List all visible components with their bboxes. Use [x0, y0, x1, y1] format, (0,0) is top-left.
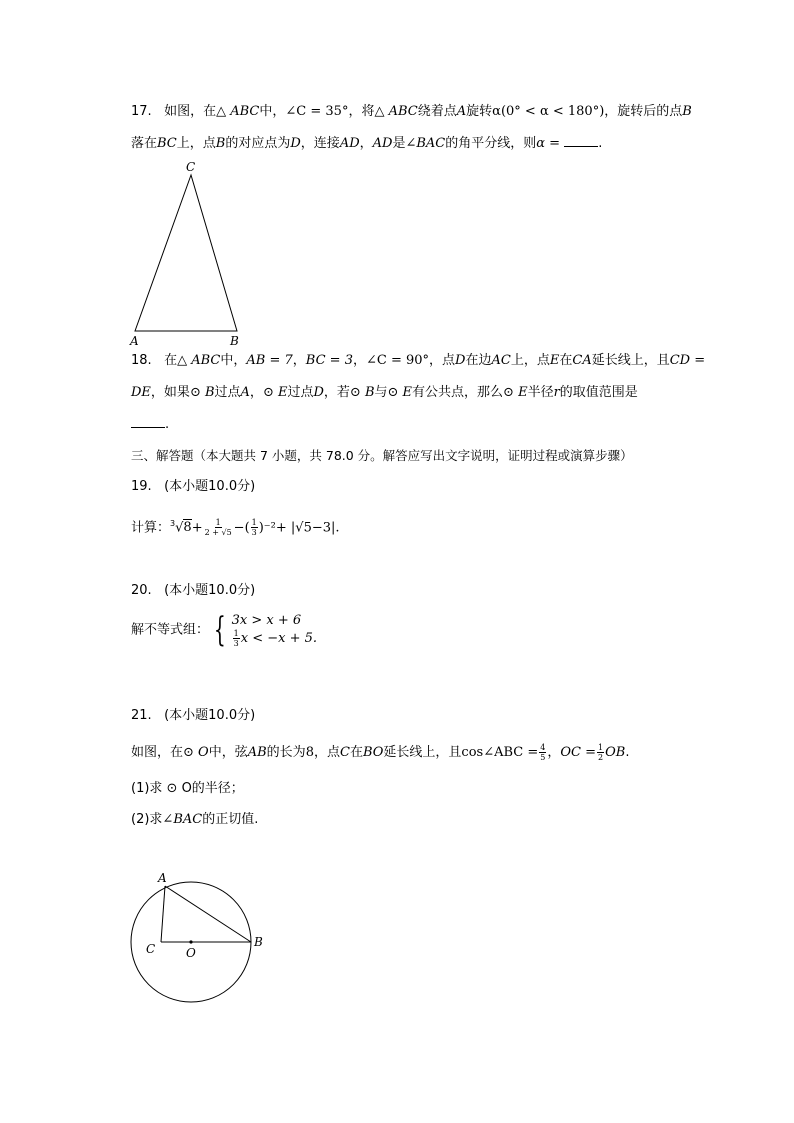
- label-c: C: [186, 160, 196, 174]
- text: 与: [374, 385, 388, 400]
- label-b: B: [254, 935, 263, 949]
- math: AB = 7: [246, 353, 293, 368]
- text: 的取值范围是: [559, 385, 638, 400]
- q19-header: [131, 478, 255, 496]
- math: ⊙ E: [262, 385, 288, 400]
- math: ∠C = 90°: [365, 353, 430, 368]
- q18-line-3: [131, 415, 169, 434]
- math: D: [290, 136, 301, 151]
- math: OB: [605, 745, 626, 760]
- q21-circle-figure: [125, 866, 275, 1011]
- fraction-denominator: 2 + √5: [204, 528, 232, 538]
- radical-sign: √: [175, 520, 184, 536]
- inequality-1: 3x > x + 6: [231, 613, 302, 628]
- q18-line-1: [131, 352, 705, 370]
- q21-score: (本小题10.0分): [164, 708, 256, 723]
- answer-blank[interactable]: [131, 415, 165, 428]
- math: r: [553, 385, 560, 400]
- math: AC: [491, 353, 511, 368]
- text: 计算：: [131, 520, 171, 536]
- math: 8: [305, 745, 314, 760]
- text: ，: [547, 745, 561, 760]
- math: BC = 3: [305, 353, 353, 368]
- cos-fraction: [539, 743, 546, 762]
- math: AD: [339, 136, 360, 151]
- fraction-numerator: 1: [251, 518, 257, 528]
- text: (2)求: [131, 812, 163, 827]
- math: OC =: [560, 745, 596, 760]
- math: AB: [247, 745, 267, 760]
- text: 的对应点为: [225, 136, 291, 151]
- q21-part-1: (1)求 ⊙ O的半径；: [131, 781, 244, 796]
- text: .: [625, 745, 630, 760]
- text: 是: [392, 136, 406, 151]
- q19-number: 19.: [131, 479, 152, 494]
- math: ABC: [230, 104, 260, 119]
- text: 在: [349, 745, 363, 760]
- math: BO: [362, 745, 384, 760]
- triangle-symbol: △: [216, 104, 227, 119]
- text: .: [165, 417, 170, 432]
- math: ∠BAC: [162, 812, 203, 827]
- triangle-symbol: △: [374, 104, 385, 119]
- text: 旋转: [466, 104, 493, 119]
- triangle-abc: [135, 175, 237, 331]
- math: cos∠ABC =: [461, 745, 539, 760]
- text: ，点: [313, 745, 340, 760]
- text: 有公共点，那么: [412, 385, 504, 400]
- q21-part-2: [131, 811, 258, 829]
- q17-triangle-figure: [125, 160, 255, 350]
- answer-blank[interactable]: [564, 134, 598, 147]
- q18-line-2: [131, 384, 638, 402]
- text: 延长线上，且: [383, 745, 462, 760]
- text: ，旋转后的点: [604, 104, 683, 119]
- fraction-numerator: 1: [598, 743, 604, 752]
- segment-ac: [161, 886, 165, 942]
- brace-icon: {: [213, 610, 226, 650]
- math: ⊙ E: [503, 385, 528, 400]
- math: D: [455, 353, 466, 368]
- q20-system: [131, 612, 317, 649]
- math: x < −x + 5.: [240, 631, 318, 646]
- math: + |√5−3|.: [275, 520, 340, 536]
- math: ABC: [388, 104, 418, 119]
- chord-ab: [165, 886, 251, 942]
- text: ，: [292, 353, 306, 368]
- text: 中，: [259, 104, 286, 119]
- text: 的正切值.: [202, 812, 259, 827]
- fraction-denominator: 3: [233, 639, 239, 648]
- exponent: )⁻²: [258, 520, 276, 536]
- math: AD: [372, 136, 393, 151]
- math: E: [549, 353, 560, 368]
- fraction: [233, 629, 240, 648]
- text: ，: [359, 136, 373, 151]
- q21-line-1: [131, 741, 629, 765]
- math: ⊙ O: [183, 745, 209, 760]
- minus: −(: [233, 520, 250, 536]
- oc-fraction: [597, 743, 604, 762]
- fraction-1: [204, 518, 233, 537]
- math: B: [215, 136, 226, 151]
- text: 半径: [527, 385, 554, 400]
- label-b: B: [230, 334, 239, 348]
- text: 在边: [465, 353, 492, 368]
- center-point: [189, 940, 192, 943]
- math: α =: [536, 136, 561, 151]
- math: C: [339, 745, 350, 760]
- q20-number: 20.: [131, 583, 152, 598]
- text: ，连接: [300, 136, 340, 151]
- text: .: [598, 136, 603, 151]
- math: ∠C = 35°: [285, 104, 349, 119]
- text: 延长线上，且: [591, 353, 670, 368]
- q21-number: 21.: [131, 708, 152, 723]
- math: α(0° < α < 180°): [492, 104, 605, 119]
- math: BC: [157, 136, 177, 151]
- q17-line-1: [131, 103, 692, 121]
- fraction-numerator: 4: [540, 743, 546, 752]
- math: ∠BAC: [405, 136, 446, 151]
- text: 如图，在: [131, 745, 184, 760]
- inequality-2: [232, 629, 317, 648]
- text: 过点: [214, 385, 241, 400]
- text: 的角平分线，则: [445, 136, 537, 151]
- fraction-2: [251, 518, 258, 537]
- text: 在: [559, 353, 573, 368]
- label-c: C: [146, 942, 156, 956]
- q19-score: (本小题10.0分): [164, 479, 256, 494]
- math: ⊙ B: [349, 385, 375, 400]
- text: 解不等式组：: [131, 622, 210, 638]
- triangle-symbol: △: [177, 353, 188, 368]
- q20-header: [131, 582, 255, 600]
- q17-line-2: [131, 134, 602, 153]
- math: B: [682, 104, 692, 119]
- label-o: O: [186, 946, 196, 960]
- text: ，若: [323, 385, 350, 400]
- math: ⊙ B: [189, 385, 215, 400]
- label-a: A: [158, 871, 167, 885]
- text: ，: [352, 353, 366, 368]
- text: 中，: [220, 353, 247, 368]
- math: A: [456, 104, 467, 119]
- text: 过点: [287, 385, 314, 400]
- cbrt-arg: 8: [183, 520, 192, 536]
- q19-expression: [131, 512, 340, 540]
- q18-number: 18.: [131, 353, 152, 368]
- fraction-denominator: 5: [540, 753, 546, 762]
- math: DE: [131, 385, 151, 400]
- math: ⊙ E: [387, 385, 413, 400]
- text: 在: [164, 353, 178, 368]
- inequality-system: [209, 612, 317, 648]
- fraction-denominator: 3: [251, 528, 257, 538]
- text: 绕着点: [417, 104, 457, 119]
- text: 上，点: [510, 353, 550, 368]
- fraction-denominator: 2: [598, 753, 604, 762]
- q17-number: 17.: [131, 104, 152, 119]
- math: CD =: [669, 353, 706, 368]
- section-heading: 三、解答题（本大题共 7 小题，共 78.0 分。解答应写出文字说明，证明过程或演算步骤）: [131, 448, 633, 463]
- plus: +: [191, 520, 203, 536]
- text: 如图，在: [164, 104, 217, 119]
- text: ，点: [429, 353, 456, 368]
- cbrt-index: 3: [170, 519, 176, 528]
- text: 的长为: [266, 745, 306, 760]
- math: CA: [572, 353, 592, 368]
- fraction-numerator: 1: [233, 629, 239, 638]
- q20-score: (本小题10.0分): [164, 583, 256, 598]
- text: 中，弦: [208, 745, 248, 760]
- text: 上，点: [176, 136, 216, 151]
- text: ，: [249, 385, 263, 400]
- fraction-numerator: 1: [215, 518, 221, 528]
- q21-header: [131, 707, 255, 725]
- text: ，将: [348, 104, 375, 119]
- math: D: [313, 385, 324, 400]
- label-a: A: [130, 334, 139, 348]
- text: 落在: [131, 136, 158, 151]
- math: A: [240, 385, 250, 400]
- text: ，如果: [150, 385, 190, 400]
- math: ABC: [191, 353, 221, 368]
